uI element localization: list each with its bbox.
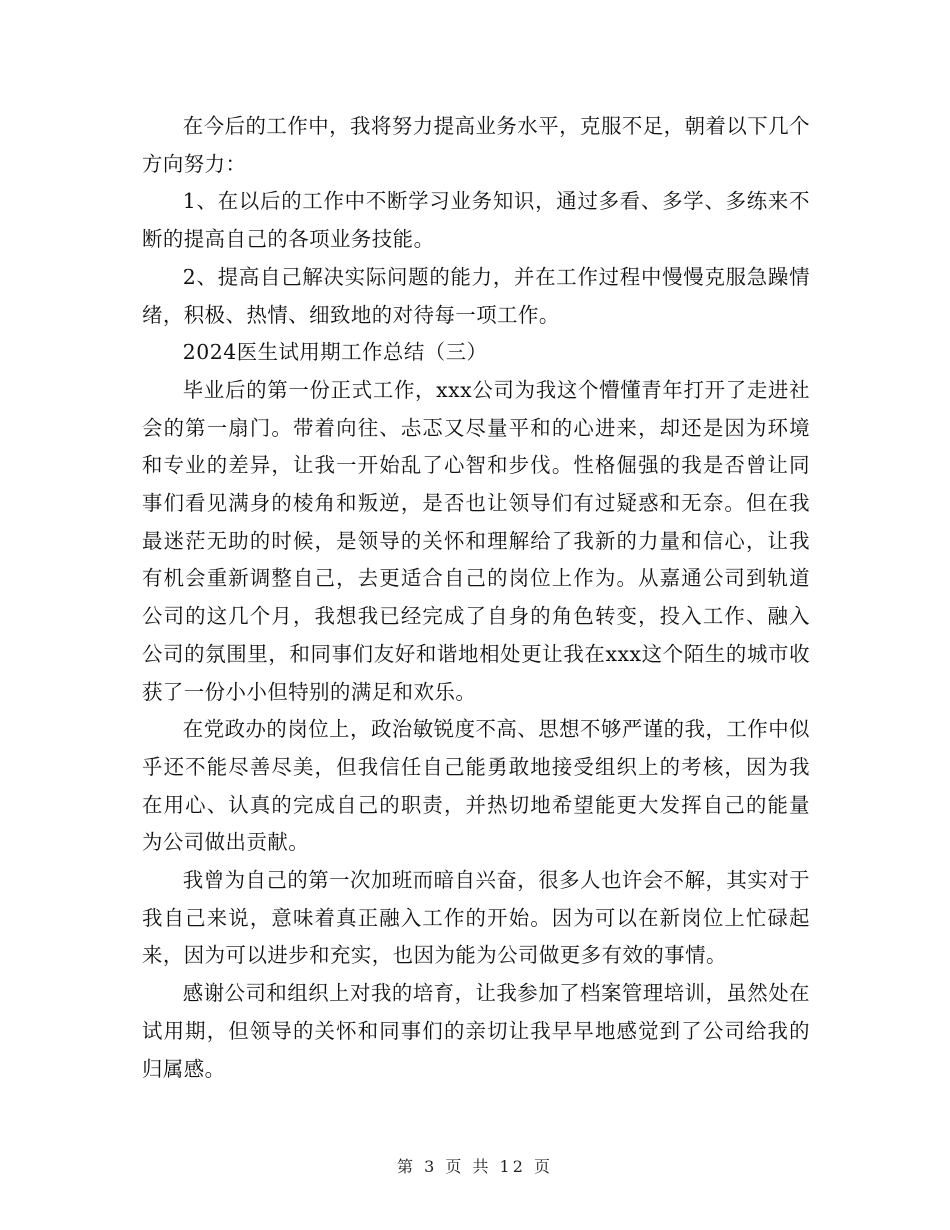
document-body xyxy=(142,108,810,1088)
paragraph-office-role: 在党政办的岗位上，政治敏锐度不高、思想不够严谨的我，工作中似乎还不能尽善尽美，但我信任自己能勇敢地接受组织上的考核，因为我在用心、认真的完成自己的职责，并热切地希望能更大发挥自己的能量为公司做出贡献。 xyxy=(142,717,810,855)
paragraph-first-job: 毕业后的第一份正式工作，xxx公司为我这个懵懂青年打开了走进社会的第一扇门。带着向往、忐忑又尽量平和的心进来，却还是因为环境和专业的差异，让我一开始乱了心智和步伐。性格倔强的我是否曾让同事们看见满身的棱角和叛逆，是否也让领导们有过疑惑和无奈。但在我最迷茫无助的时候，是领导的关怀和理解给了我新的力量和信心，让我有机会重新调整自己，去更适合自己的岗位上作为。从嘉通公司到轨道公司的这几个月，我想我已经完成了自身的角色转变，投入工作、融入公司的氛围里，和同事们友好和谐地相处更让我在xxx这个陌生的城市收获了一份小小但特别的满足和欢乐。 xyxy=(142,377,810,704)
paragraph-overtime: 我曾为自己的第一次加班而暗自兴奋，很多人也许会不解，其实对于我自己来说，意味着真正融入工作的开始。因为可以在新岗位上忙碌起来，因为可以进步和充实，也因为能为公司做更多有效的事情。 xyxy=(142,868,810,968)
paragraph-point-1: 1、在以后的工作中不断学习业务知识，通过多看、多学、多练来不断的提高自己的各项业务技能。 xyxy=(142,189,810,252)
paragraph-thanks: 感谢公司和组织上对我的培育，让我参加了档案管理培训，虽然处在试用期，但领导的关怀和同事们的亲切让我早早地感觉到了公司给我的归属感。 xyxy=(142,981,810,1081)
paragraph-point-2: 2、提高自己解决实际问题的能力，并在工作过程中慢慢克服急躁情绪，积极、热情、细致地的对待每一项工作。 xyxy=(142,264,810,327)
page-number-footer: 第 3 页 共 12 页 xyxy=(397,1157,553,1176)
section-heading: 2024医生试用期工作总结（三） xyxy=(182,340,488,365)
paragraph-intro: 在今后的工作中，我将努力提高业务水平，克服不足，朝着以下几个方向努力： xyxy=(142,114,810,176)
